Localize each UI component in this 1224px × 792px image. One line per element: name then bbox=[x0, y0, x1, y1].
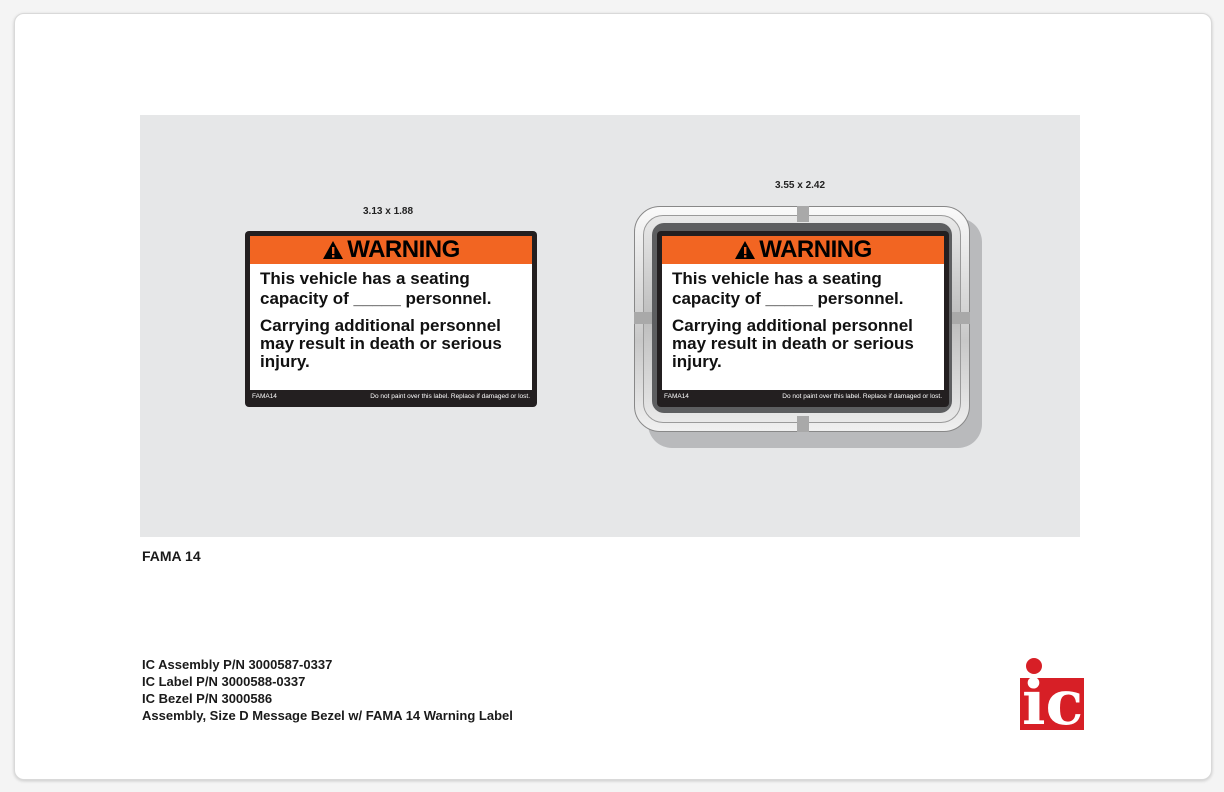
bezel-notch-left bbox=[634, 312, 652, 324]
warning-title: WARNING bbox=[347, 236, 460, 263]
ic-logo-icon bbox=[1018, 656, 1084, 732]
warning-line-4: may result in death or serious bbox=[672, 334, 914, 353]
bezel-part-number: IC Bezel P/N 3000586 bbox=[142, 691, 273, 706]
warning-body bbox=[662, 264, 944, 390]
warning-line-1: This vehicle has a seating bbox=[672, 269, 882, 288]
label-footer bbox=[662, 390, 944, 402]
bezel-notch-top bbox=[797, 206, 809, 222]
warning-line-4: may result in death or serious bbox=[260, 334, 502, 353]
warning-paragraph-2 bbox=[672, 317, 934, 371]
footer-code: FAMA14 bbox=[252, 392, 277, 400]
warning-line-3: Carrying additional personnel bbox=[260, 316, 501, 335]
part-info bbox=[142, 656, 513, 724]
warning-label-in-bezel bbox=[657, 231, 949, 407]
label-footer bbox=[250, 390, 532, 402]
right-dimension: 3.55 x 2.42 bbox=[775, 180, 826, 191]
assembly-description: Assembly, Size D Message Bezel w/ FAMA 14 Warning Label bbox=[142, 708, 513, 723]
warning-line-5: injury. bbox=[672, 352, 722, 371]
warning-header bbox=[662, 236, 944, 264]
bezel-notch-bottom bbox=[797, 416, 809, 432]
warning-triangle-icon bbox=[322, 240, 344, 260]
footer-note: Do not paint over this label. Replace if damaged or lost. bbox=[370, 392, 530, 400]
warning-triangle-icon bbox=[734, 240, 756, 260]
warning-body bbox=[250, 264, 532, 390]
product-caption: FAMA 14 bbox=[142, 548, 201, 564]
footer-note: Do not paint over this label. Replace if damaged or lost. bbox=[782, 392, 942, 400]
bezel-notch-right bbox=[952, 312, 970, 324]
warning-line-3: Carrying additional personnel bbox=[672, 316, 913, 335]
warning-paragraph-2 bbox=[260, 317, 522, 371]
left-dimension: 3.13 x 1.88 bbox=[363, 206, 414, 217]
warning-title: WARNING bbox=[759, 236, 872, 263]
warning-label-standalone bbox=[245, 231, 537, 407]
logo-text: ic bbox=[1022, 666, 1084, 732]
warning-line-2: capacity of _____ personnel. bbox=[672, 289, 904, 308]
warning-line-1: This vehicle has a seating bbox=[260, 269, 470, 288]
warning-line-2: capacity of _____ personnel. bbox=[260, 289, 492, 308]
warning-header bbox=[250, 236, 532, 264]
warning-line-5: injury. bbox=[260, 352, 310, 371]
assembly-part-number: IC Assembly P/N 3000587-0337 bbox=[142, 657, 333, 672]
label-part-number: IC Label P/N 3000588-0337 bbox=[142, 674, 306, 689]
footer-code: FAMA14 bbox=[664, 392, 689, 400]
